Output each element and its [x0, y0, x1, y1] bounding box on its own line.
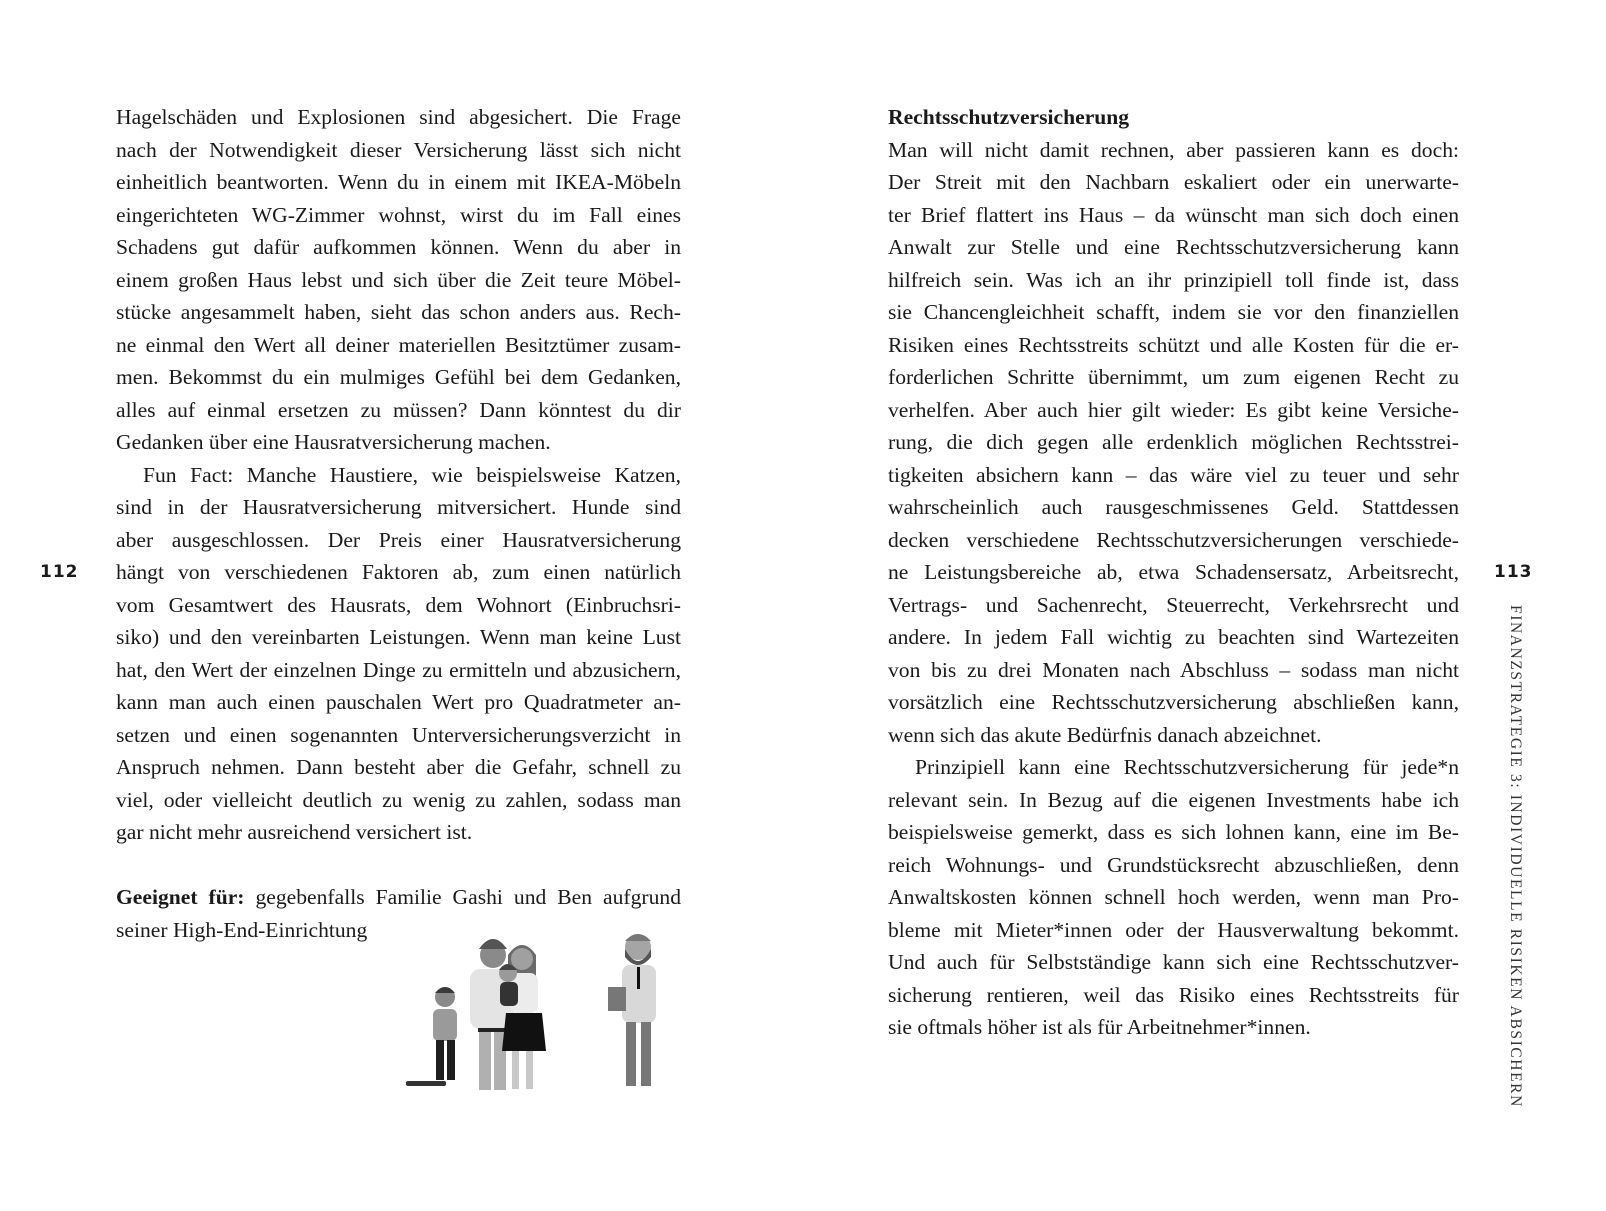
- text-line: ne einmal den Wert all deiner materiellen Besitztümer zusam-: [116, 332, 681, 357]
- text-line: einem großen Haus lebst und sich über die Zeit teure Möbel-: [116, 267, 681, 292]
- suitable-for-label: Geeignet für:: [116, 885, 245, 909]
- text-line: nach der Notwendigkeit dieser Versicherung lässt sich nicht: [116, 137, 681, 162]
- text-line: Anspruch nehmen. Dann besteht aber die Gefahr, schnell zu: [116, 755, 681, 779]
- text-line: reich Wohnungs- und Grundstücksrecht abzuschließen, denn: [888, 852, 1459, 877]
- text-line: von bis zu drei Monaten nach Abschluss – sodass man nicht: [888, 657, 1459, 682]
- text-line: setzen und einen sogenannten Unterversicherungsverzicht in: [116, 722, 681, 747]
- text-line: wenn sich das akute Bedürfnis danach abzeichnet.: [888, 722, 1322, 747]
- text-line: Gedanken über eine Hausratversicherung machen.: [116, 430, 551, 454]
- blank-line: [116, 849, 681, 882]
- text-line: gar nicht mehr ausreichend versichert ist.: [116, 820, 473, 844]
- right-page-text: [888, 101, 1459, 1044]
- text-line: hat, den Wert der einzelnen Dinge zu ermitteln und abzusichern,: [116, 657, 681, 682]
- text-line: hilfreich sein. Was ich an ihr prinzipiell toll finde ist, dass: [888, 267, 1459, 292]
- text-line: viel, oder vielleicht deutlich zu wenig zu zahlen, sodass man: [116, 787, 681, 812]
- text-line: sie oftmals höher ist als für Arbeitnehmer*innen.: [888, 1015, 1311, 1039]
- text-line: Man will nicht damit rechnen, aber passieren kann es doch:: [888, 137, 1459, 162]
- page-number-right: 113: [1494, 562, 1533, 582]
- text-line: Hagelschäden und Explosionen sind abgesichert. Die Frage: [116, 105, 681, 129]
- text-line: aber ausgeschlossen. Der Preis einer Hausratversicherung: [116, 527, 681, 552]
- boy-figure: [406, 987, 457, 1086]
- text-line: Vertrags- und Sachenrecht, Steuerrecht, Verkehrsrecht und: [888, 592, 1459, 617]
- text-line: tigkeiten absichern kann – das wäre viel zu teuer und sehr: [888, 462, 1459, 487]
- text-line: ter Brief flattert ins Haus – da wünscht man sich doch einen: [888, 202, 1459, 227]
- text-line: Schadens gut dafür aufkommen können. Wenn du aber in: [116, 235, 681, 259]
- text-line: sind in der Hausratversicherung mitversichert. Hunde sind: [116, 495, 681, 519]
- text-line: beispielsweise gemerkt, dass es sich lohnen kann, eine im Be-: [888, 820, 1459, 844]
- text-line: bleme mit Mieter*innen oder der Hausverwaltung bekommt.: [888, 917, 1459, 942]
- text-line: sicherung rentieren, weil das Risiko eines Rechtsstreits für: [888, 982, 1459, 1007]
- text-line: andere. In jedem Fall wichtig zu beachten sind Wartezeiten: [888, 625, 1459, 649]
- page-number-left: 112: [40, 562, 79, 582]
- running-header: FINANZSTRATEGIE 3: INDIVIDUELLE RISIKEN ABSICHERN: [1507, 605, 1524, 1108]
- text-line: einheitlich beantworten. Wenn du in einem mit IKEA-Möbeln: [116, 170, 681, 194]
- text-line: vom Gesamtwert des Hausrats, dem Wohnort (Einbruchsri-: [116, 592, 681, 617]
- left-page-text: [116, 101, 681, 946]
- text-line: rung, die dich gegen alle erdenklich möglichen Rechtsstrei-: [888, 430, 1459, 454]
- text-line: vorsätzlich eine Rechtsschutzversicherung abschließen kann,: [888, 690, 1459, 714]
- text-line: Anwalt zur Stelle und eine Rechtsschutzversicherung kann: [888, 235, 1459, 259]
- suitable-for-line-2: seiner High-End-Einrichtung: [116, 917, 368, 942]
- text-line: eingerichteten WG-Zimmer wohnst, wirst du im Fall eines: [116, 202, 681, 227]
- text-line: wahrscheinlich auch rausgeschmissenes Geld. Stattdessen: [888, 495, 1459, 519]
- text-line: siko) und den vereinbarten Leistungen. Wenn man keine Lust: [116, 625, 681, 649]
- text-line: Der Streit mit den Nachbarn eskaliert oder ein unerwarte-: [888, 170, 1459, 194]
- text-line: men. Bekommst du ein mulmiges Gefühl bei dem Gedanken,: [116, 365, 681, 389]
- text-line: alles auf einmal ersetzen zu müssen? Dann könntest du dir: [116, 397, 681, 422]
- text-line: decken verschiedene Rechtsschutzversicherungen verschiede-: [888, 527, 1459, 552]
- text-line: Fun Fact: Manche Haustiere, wie beispielsweise Katzen,: [143, 462, 681, 487]
- text-line: relevant sein. In Bezug auf die eigenen Investments habe ich: [888, 787, 1459, 812]
- suitable-for-line-1: [116, 881, 681, 914]
- text-line: stücke angesammelt haben, sieht das schon anders aus. Rech-: [116, 300, 681, 324]
- text-line: Risiken eines Rechtsstreits schützt und alle Kosten für die er-: [888, 332, 1459, 357]
- section-heading: Rechtsschutzversicherung: [888, 105, 1130, 129]
- family-and-single-man-illustration: [400, 925, 680, 1095]
- text-line: Anwaltskosten können schnell hoch werden, wenn man Pro-: [888, 885, 1459, 909]
- text-line: Prinzipiell kann eine Rechtsschutzversicherung für jede*n: [915, 755, 1459, 779]
- mother-with-child-figure: [499, 945, 546, 1089]
- single-man-figure: [608, 934, 656, 1086]
- text-line: hängt von verschiedenen Faktoren ab, zum einen natürlich: [116, 560, 681, 584]
- text-line: verhelfen. Aber auch hier gilt wieder: Es gibt keine Versiche-: [888, 397, 1459, 422]
- text-line: sie Chancengleichheit schafft, indem sie vor den finanziellen: [888, 300, 1459, 324]
- text-line: Und auch für Selbstständige kann sich eine Rechtsschutzver-: [888, 950, 1459, 974]
- text-line: kann man auch einen pauschalen Wert pro Quadratmeter an-: [116, 690, 681, 714]
- text-line: ne Leistungsbereiche ab, etwa Schadensersatz, Arbeitsrecht,: [888, 560, 1459, 584]
- text-line: forderlichen Schritte übernimmt, um zum eigenen Recht zu: [888, 365, 1459, 389]
- suitable-for-text: gegebenfalls Familie Gashi und Ben aufgrund: [244, 885, 681, 909]
